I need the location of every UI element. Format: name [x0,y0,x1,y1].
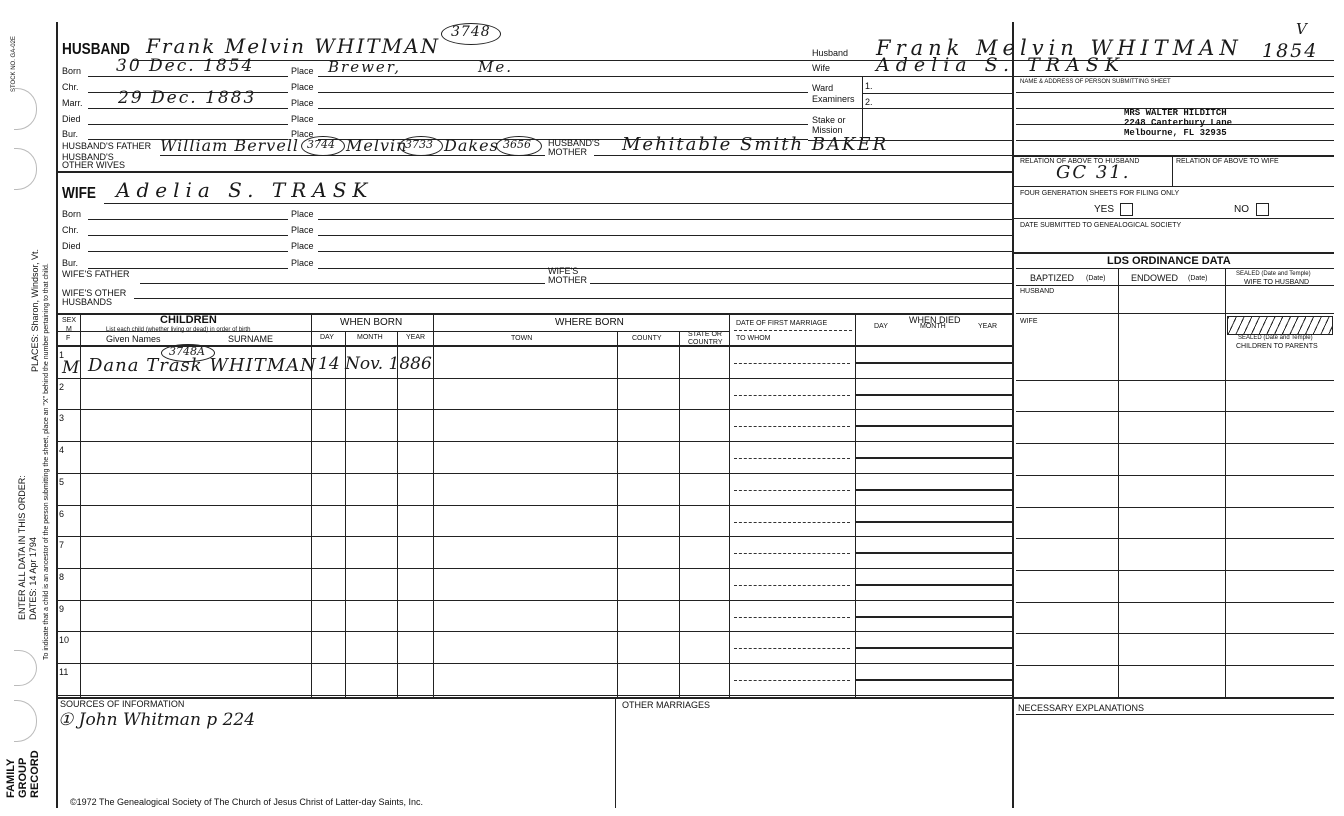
child-row-number: 2 [59,381,65,392]
date-submitted-label: DATE SUBMITTED TO GENEALOGICAL SOCIETY [1020,222,1182,229]
marr-label: Marr. [62,98,83,108]
marriage-date-dash [734,363,850,364]
child-row-separator [56,536,1012,537]
examiner-1: 1. [865,81,873,91]
county-label: COUNTY [632,335,662,342]
given-names-label: Given Names [106,334,161,344]
r-husband-name: Frank Melvin WHITMAN [876,36,1243,60]
when-died-label: WHEN DIED [909,315,961,325]
rule [88,76,288,77]
ordinance-row-separator [1016,380,1334,381]
born-label: Born [62,209,82,219]
marriage-date-dash [734,648,850,649]
child-row-separator [56,378,1012,379]
rule [318,108,808,109]
rule [1016,714,1334,715]
marriage-date-dash [734,585,850,586]
place-label: Place [291,209,314,219]
wifes-mother-label-1: WIFE'S [548,266,579,276]
enter-instruction: ENTER ALL DATA IN THIS ORDER: [17,475,27,620]
rule [1012,697,1334,699]
place-label: Place [291,82,314,92]
stake-label-1: Stake or [812,115,846,125]
submitter-street: 2248 Canterbury Lane [1124,118,1233,128]
when-died-line [855,394,1012,396]
lds-title: LDS ORDINANCE DATA [1107,255,1231,267]
when-died-line [855,616,1012,618]
rule [318,92,808,93]
submitter-label: NAME & ADDRESS OF PERSON SUBMITTING SHEET [1020,79,1171,85]
bur-label: Bur. [62,258,79,268]
marriage-date-dash [734,522,850,523]
marriage-date-dash [734,553,850,554]
r-wife-name: Adelia S. TRASK [876,54,1125,76]
rule [1012,186,1334,187]
month-label: MONTH [920,323,946,330]
dash [734,330,852,331]
rule [808,140,1012,141]
stock-number: STOCK NO. GA-02E [11,36,17,92]
when-died-line [855,521,1012,523]
ordinance-row-separator [1016,665,1334,666]
husband-born-state: Me. [478,58,514,76]
child-row-number: 11 [59,667,69,677]
father-id: 3744 [307,138,335,151]
child-row-number: 8 [59,571,65,582]
husband-born-date: 30 Dec. 1854 [116,56,255,76]
place-label: Place [291,241,314,251]
where-born-label: WHERE BORN [555,317,624,328]
town-label: TOWN [511,335,533,342]
place-label: Place [291,225,314,235]
baptized-date-label: (Date) [1086,275,1106,282]
o-husband-label: HUSBAND [1020,288,1055,295]
husbands-father: William Bervell [160,136,300,155]
died-label: Died [62,114,81,124]
child-row-separator [56,568,1012,569]
father-2-id: 3733 [405,138,433,151]
children-label: CHILDREN [160,314,217,326]
rule [1012,155,1334,157]
rule [862,93,1012,94]
year-label: YEAR [978,323,998,330]
other-marriages-label: OTHER MARRIAGES [622,700,711,710]
marriage-date-dash [734,617,850,618]
sealed-children-label-2: CHILDREN TO PARENTS [1236,343,1318,350]
rule [318,219,1012,220]
sealed-children-label-1: SEALED (Date and Temple) [1238,335,1313,341]
binder-hole [14,700,37,742]
child-row-separator [56,663,1012,664]
surname-label: SURNAME [228,334,274,344]
no-label: NO [1234,204,1249,215]
child-1-name: Dana Trask WHITMAN [88,355,317,376]
rule [1012,218,1334,219]
place-label: Place [291,114,314,124]
died-label: Died [62,241,81,251]
ordinance-row-separator [1016,411,1334,412]
rule [318,251,1012,252]
child-row-number: 1 [59,350,65,360]
place-label: Place [291,129,314,139]
rel-husband-label: RELATION OF ABOVE TO HUSBAND [1020,158,1140,165]
marriage-date-dash [734,395,850,396]
examiner-2: 2. [865,97,873,107]
husbands-father-label: HUSBAND'S FATHER [62,141,152,151]
rule [318,124,808,125]
binder-hole [14,88,37,130]
o-wife-label: WIFE [1020,318,1038,325]
rule [160,155,545,156]
ordinance-row-separator [1016,602,1334,603]
child-row-separator [56,695,1012,696]
when-died-line [855,425,1012,427]
when-died-line [855,679,1012,681]
ordinance-row-separator [1016,570,1334,571]
ordinance-row-separator [1016,475,1334,476]
sealed-wife-label-2: WIFE TO HUSBAND [1244,279,1310,286]
col-line [397,331,398,697]
binder-hole [14,650,37,686]
relation-entry: GC 31. [1056,162,1131,183]
husbands-mother-label-2: MOTHER [548,147,587,157]
child-row-number: 7 [59,540,65,551]
other-wives-label-1: HUSBAND'S [62,152,114,162]
ordinance-row-separator [1016,538,1334,539]
ordinance-row-separator [1016,507,1334,508]
sources-entry: ① John Whitman p 224 [58,710,256,730]
child-row-separator [56,473,1012,474]
ordinance-row-separator [1016,443,1334,444]
child-row-separator [56,600,1012,601]
baptized-label: BAPTIZED [1030,273,1075,283]
rule [808,76,1013,77]
marriage-date-dash [734,458,850,459]
child-row-number: 6 [59,508,65,519]
husbands-mother: Mehitable Smith BAKER [622,134,889,155]
rule [318,76,808,77]
endowed-label: ENDOWED [1131,273,1178,283]
rel-wife-label: RELATION OF ABOVE TO WIFE [1176,158,1279,165]
to-whom-label: TO WHOM [736,335,771,342]
necessary-explanations-label: NECESSARY EXPLANATIONS [1018,703,1145,713]
col-line [1172,155,1173,186]
col-line [615,697,616,808]
child-row-separator [56,505,1012,506]
rule [88,219,288,220]
year-label: YEAR [406,334,426,341]
r-check: V [1296,20,1307,38]
father-2: Melvin [346,136,408,155]
father-3: Dakes [444,136,499,155]
r-year: 1854 [1262,40,1319,62]
child-row-number: 5 [59,476,65,487]
child-row-number: 10 [59,635,70,646]
yes-checkbox[interactable] [1120,203,1133,216]
rule [88,124,288,125]
rule [140,283,545,284]
sex-label-1: SEX [62,317,77,324]
children-note: List each child (whether living or dead) in order of birth [106,327,251,333]
wife-name: Adelia S. TRASK [116,178,374,202]
r-husband-label: Husband [812,48,849,58]
rule [1016,140,1334,141]
frame-center [1012,22,1014,808]
born-label: Born [62,66,82,76]
rule [590,283,1012,284]
form-title: FAMILY GROUP RECORD [5,750,41,798]
four-gen-label: FOUR GENERATION SHEETS FOR FILING ONLY [1020,190,1180,197]
ordinance-row-separator [1016,633,1334,634]
rule [56,331,730,332]
child-row-separator [56,631,1012,632]
bur-label: Bur. [62,129,79,139]
col-line [679,331,680,697]
submitter-name: MRS WALTER HILDITCH [1124,108,1227,118]
wifes-mother-label-2: MOTHER [548,275,587,285]
when-died-line [855,647,1012,649]
child-row-separator [56,441,1012,442]
husband-label: HUSBAND [62,41,130,58]
frame-left [56,22,58,808]
when-died-line [855,552,1012,554]
rule [56,697,1013,699]
rule [808,108,1012,109]
dates-instruction: DATES: 14 Apr 1794 [28,537,38,620]
examiners-label: Examiners [812,94,855,104]
binder-hole [14,148,37,190]
father-3-id: 3656 [503,138,531,151]
state-label-2: COUNTRY [688,339,723,346]
wifes-other-label-1: WIFE'S OTHER [62,288,127,298]
copyright: ©1972 The Genealogical Society of The Church of Jesus Christ of Latter-day Saints, Inc. [70,797,423,807]
husband-id: 3748 [451,24,491,40]
rule [1016,313,1334,314]
ward-label: Ward [812,83,834,93]
rule [1012,252,1334,254]
place-label: Place [291,66,314,76]
rule [318,235,1012,236]
marriage-date: 29 Dec. 1883 [118,88,257,108]
rule [88,251,288,252]
rule [1012,76,1334,77]
sex-label-2: M [66,326,72,333]
submitter-city: Melbourne, FL 32935 [1124,128,1227,138]
r-wife-label: Wife [812,63,830,73]
place-label: Place [291,258,314,268]
rule [134,298,1012,299]
yes-label: YES [1094,204,1115,215]
stake-label-2: Mission [812,125,843,135]
when-born-label: WHEN BORN [340,317,403,328]
child-row-number: 9 [59,603,65,614]
no-checkbox[interactable] [1256,203,1269,216]
indicate-instruction: To indicate that a child is an ancestor of the person submitting the sheet, place an "X" behind the number pertaining to that child. [43,263,50,660]
rule [1016,92,1334,93]
col-line [617,331,618,697]
child-1-sex: M [62,358,82,378]
child-row-number: 4 [59,445,65,456]
wifes-other-label-2: HUSBANDS [62,297,113,307]
child-row-separator [56,409,1012,410]
place-label: Place [291,98,314,108]
day-label: DAY [874,323,888,330]
wifes-father-label: WIFE'S FATHER [62,269,130,279]
rule [88,108,288,109]
rule [1016,285,1334,286]
wife-label: WIFE [62,185,96,202]
when-died-line [855,457,1012,459]
first-marriage-label: DATE OF FIRST MARRIAGE [736,320,828,327]
when-died-line [855,584,1012,586]
other-wives-label-2: OTHER WIVES [62,160,126,170]
day-label: DAY [320,334,334,341]
rule [88,235,288,236]
marriage-date-dash [734,680,850,681]
child-row-number: 3 [59,413,65,424]
husband-born-town: Brewer, [328,58,402,76]
chr-label: Chr. [62,82,79,92]
rule [318,268,1012,269]
endowed-date-label: (Date) [1188,275,1208,282]
state-label-1: STATE OR [688,331,722,338]
rule [56,171,1013,173]
sex-label-3: F [66,335,71,342]
hatched-box [1227,316,1333,335]
husband-name: Frank Melvin WHITMAN [146,34,441,58]
chr-label: Chr. [62,225,79,235]
when-died-line [855,489,1012,491]
child-1-id: 3748A [169,345,205,358]
rule [594,155,1012,156]
sources-label: SOURCES OF INFORMATION [60,699,185,709]
places-instruction: PLACES: Sharon, Windsor, Vt. [30,248,40,372]
sealed-wife-label-1: SEALED (Date and Temple) [1236,271,1311,277]
marriage-date-dash [734,426,850,427]
rule [1016,268,1334,269]
col-line [345,331,346,697]
when-died-line [855,362,1012,364]
rule [104,203,1012,204]
husbands-mother-label-1: HUSBAND'S [548,138,600,148]
child-1-born: 14 Nov. 1886 [318,354,432,374]
marriage-date-dash [734,490,850,491]
month-label: MONTH [357,334,383,341]
